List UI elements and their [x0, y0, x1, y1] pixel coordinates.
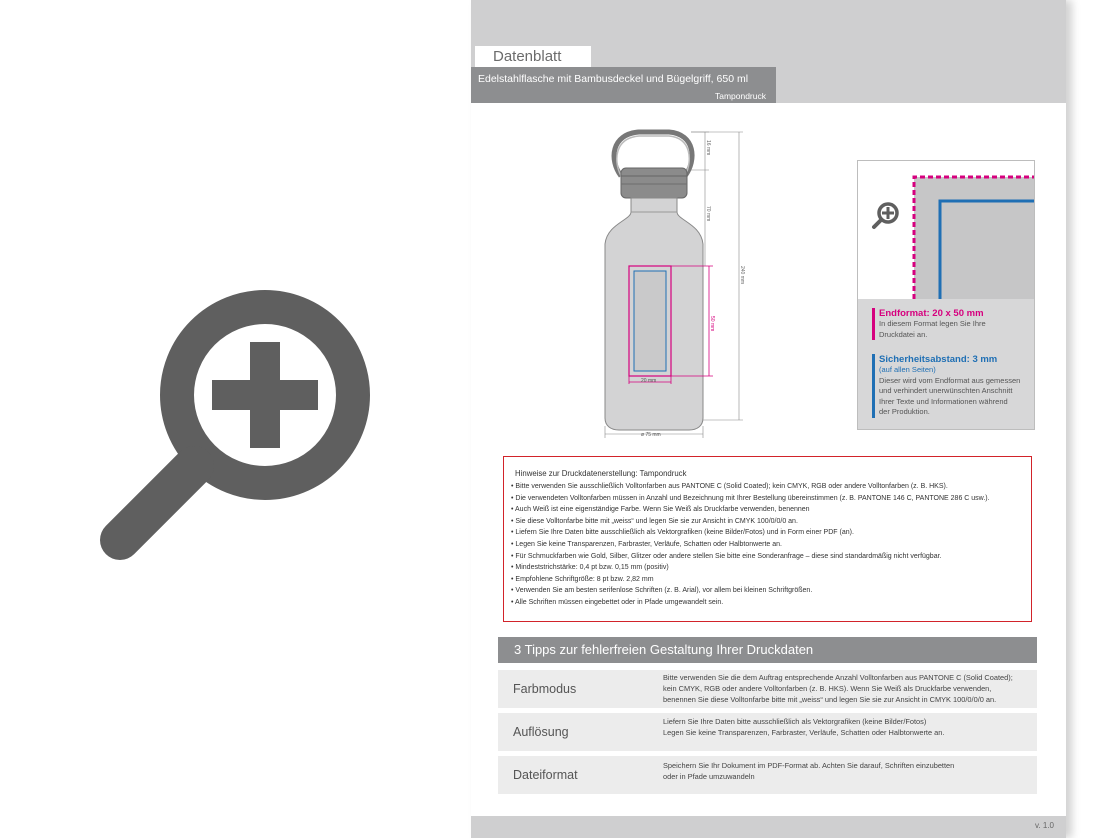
endformat-legend — [872, 308, 986, 340]
tips-heading: 3 Tipps zur fehlerfreien Gestaltung Ihrer Druckdaten — [498, 637, 1037, 663]
hint-item: • Alle Schriften müssen eingebettet oder in Pfade umgewandelt sein. — [511, 597, 1031, 609]
hint-item: • Sie diese Volltonfarbe bitte mit „weiss“ und legen Sie sie zur Ansicht in CMYK 100/0/0/0 an. — [511, 516, 1031, 528]
dim-print-height: 50 mm — [709, 316, 715, 332]
dim-total: 240 mm — [739, 266, 745, 285]
safety-title: Sicherheitsabstand: 3 mm — [879, 354, 998, 365]
tip-row-farbmodus — [498, 670, 1037, 708]
legend-box — [857, 160, 1035, 430]
hint-item: • Auch Weiß ist eine eigenständige Farbe. Wenn Sie Weiß als Druckfarbe verwenden, benennen — [511, 504, 1031, 516]
hint-item: • Verwenden Sie am besten serifenlose Schriften (z. B. Arial), vor allem bei kleinen Schriftgrößen. — [511, 585, 1031, 597]
safety-subtitle: (auf allen Seiten) — [879, 365, 936, 374]
print-method: Tampondruck — [714, 91, 766, 101]
hint-item: • Bitte verwenden Sie ausschließlich Volltonfarben aus PANTONE C (Solid Coated); kein CMYK, RGB oder andere Volltonfarben (z. B. HKS). — [511, 481, 1031, 493]
dim-diameter: ø 75 mm — [641, 432, 661, 438]
footer-band — [471, 816, 1066, 838]
version-label: v. 1.0 — [1035, 821, 1054, 830]
zoom-in-icon[interactable] — [90, 270, 390, 570]
product-bar — [471, 67, 776, 103]
dim-top: 16 mm — [705, 140, 711, 156]
safety-text-1: Dieser wird vom Endformat aus gemessen — [879, 375, 1021, 385]
dim-print-width: 20 mm — [641, 378, 657, 384]
tip-text: Speichern Sie Ihr Dokument im PDF-Format ab. Achten Sie darauf, Schriften einzubetten oder in Pfade umzuwandeln — [663, 761, 955, 781]
hint-item: • Legen Sie keine Transparenzen, Farbraster, Verläufe, Schatten oder Halbtonwerte an. — [511, 539, 1031, 551]
tip-label: Dateiformat — [513, 768, 578, 782]
sheet-title: Datenblatt — [475, 46, 591, 67]
product-name: Edelstahlflasche mit Bambusdeckel und Bügelgriff, 650 ml — [478, 73, 749, 85]
tip-text: Bitte verwenden Sie die dem Auftrag entsprechende Anzahl Volltonfarben aus PANTONE C (Solid Coated); kein CMYK, RGB oder andere Volltonfarben (z. B. HKS). Wenn Sie Weiß als Druckfarbe verwenden, benennen Sie diese Volltonfarbe bitte mit „weiss“ und legen Sie sie zur Ansicht in CMYK 100/0/0/0 an. — [663, 673, 1013, 704]
hints-title: Hinweise zur Druckdatenerstellung: Tampondruck — [515, 469, 687, 478]
safety-legend — [872, 354, 1020, 418]
dim-neck: 70 mm — [705, 206, 711, 222]
hint-item: • Die verwendeten Volltonfarben müssen in Anzahl und Bezeichnung mit Ihrer Bestellung übereinstimmen (z. B. PANTONE 146 C, PANTONE 286 C usw.). — [511, 493, 1031, 505]
safety-text-2: und verhindert unerwünschten Anschnitt — [879, 386, 1013, 395]
print-hints-box — [503, 456, 1032, 622]
tip-label: Auflösung — [513, 725, 569, 739]
safety-text-4: der Produktion. — [879, 407, 930, 416]
datasheet-page — [471, 0, 1066, 838]
tip-text: Liefern Sie Ihre Daten bitte ausschließlich als Vektorgrafiken (keine Bilder/Fotos) Legen Sie keine Transparenzen, Farbraster, Verläufe, Schatten oder Halbtonwerte an. — [663, 717, 945, 737]
tip-row-dateiformat — [498, 756, 1037, 794]
tip-label: Farbmodus — [513, 682, 577, 696]
bottle-diagram — [591, 120, 791, 450]
print-area-safety — [634, 271, 666, 371]
hint-item: • Für Schmuckfarben wie Gold, Silber, Glitzer oder andere stellen Sie bitte eine Sonderanfrage – diese sind standardmäßig nicht verfügbar. — [511, 551, 1031, 563]
hint-item: • Liefern Sie Ihre Daten bitte ausschließlich als Vektorgrafiken (keine Bilder/Fotos) und in Form einer PDF (an). — [511, 527, 1031, 539]
tip-row-aufloesung — [498, 713, 1037, 751]
endformat-title: Endformat: 20 x 50 mm — [879, 308, 984, 319]
legend-illustration — [858, 161, 1034, 299]
hints-list — [511, 481, 1031, 609]
bottle-cap — [621, 168, 687, 198]
hint-item: • Mindeststrichstärke: 0,4 pt bzw. 0,15 mm (positiv) — [511, 562, 1031, 574]
endformat-text-2: Druckdatei an. — [879, 329, 928, 339]
endformat-text-1: In diesem Format legen Sie Ihre — [879, 319, 986, 328]
hint-item: • Empfohlene Schriftgröße: 8 pt bzw. 2,82 mm — [511, 574, 1031, 586]
safety-text-3: Ihrer Texte und Informationen während — [879, 396, 1008, 406]
